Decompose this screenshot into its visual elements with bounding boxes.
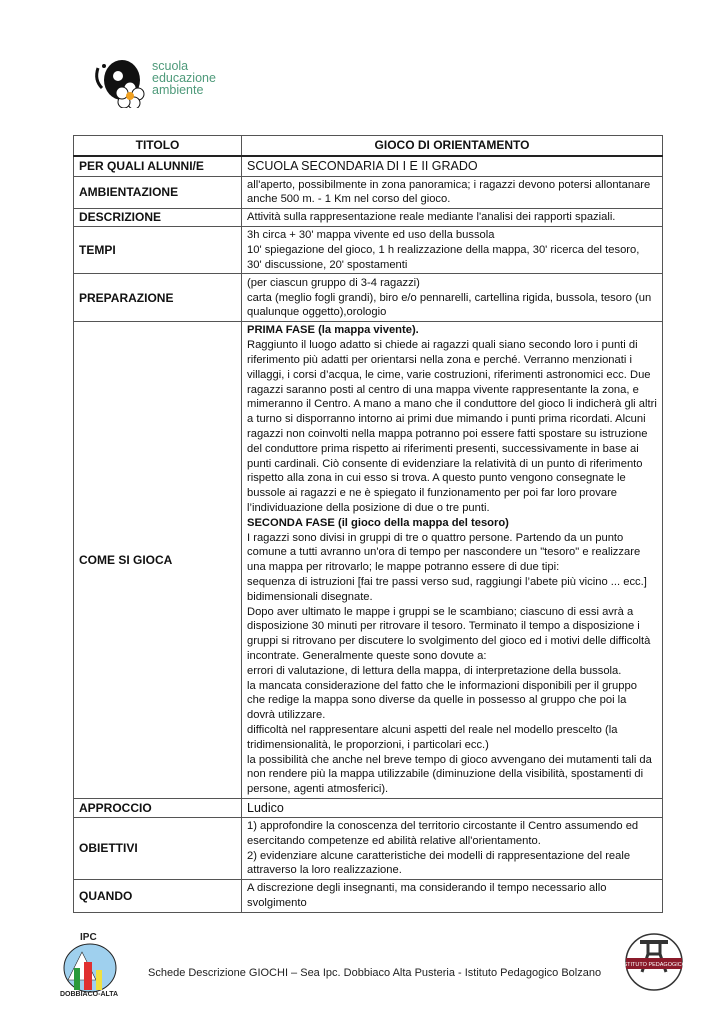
row-label: COME SI GIOCA	[74, 322, 242, 799]
text-line: difficoltà nel rappresentare alcuni aspetti del reale nel modello prescelto (la tridimensionalità, le proporzioni, i particolari ecc.)	[247, 724, 618, 751]
row-value	[242, 274, 663, 322]
row-label: PREPARAZIONE	[74, 274, 242, 322]
table-row	[74, 156, 663, 176]
row-value	[242, 817, 663, 879]
table-row	[74, 322, 663, 799]
text-line: 2) evidenziare alcune caratteristiche dei modelli di rappresentazione del reale attraverso la loro realizzazione.	[247, 849, 631, 877]
text-line: 1) approfondire la conoscenza del territorio circostante il Centro assumendo ed esercitando competenze ed abilità relative all'orientamento.	[247, 819, 639, 847]
text-line: (per ciascun gruppo di 3-4 ragazzi)	[247, 276, 420, 289]
text-line: 10' spiegazione del gioco, 1 h realizzazione della mappa, 30' ricerca del tesoro, 30' discussione, 20' spostamenti	[247, 243, 640, 271]
row-label: DESCRIZIONE	[74, 209, 242, 227]
text-line: errori di valutazione, di lettura della mappa, di interpretazione della bussola.	[247, 664, 622, 677]
text-line: 3h circa + 30' mappa vivente ed uso della bussola	[247, 229, 495, 242]
text-line: la mancata considerazione del fatto che le informazioni disponibili per il gruppo che redige la mappa sono diverse da quelle in possesso al gruppo che poi la dovrà utilizzare.	[247, 679, 637, 722]
table-row	[74, 817, 663, 879]
table-header	[74, 136, 663, 157]
text-line: sequenza di istruzioni [fai tre passi verso sud, raggiungi l’abete più vicino ... ecc.]	[247, 576, 647, 589]
row-value: all'aperto, possibilmente in zona panoramica; i ragazzi devono potersi allontanare anche 500 m. - 1 Km nel corso del gioco.	[242, 176, 663, 209]
row-value	[242, 227, 663, 274]
row-value: Attività sulla rappresentazione reale mediante l'analisi dei rapporti spaziali.	[242, 209, 663, 227]
row-value: A discrezione degli insegnanti, ma considerando il tempo necessario allo svolgimento	[242, 880, 663, 913]
row-label: QUANDO	[74, 880, 242, 913]
row-label: OBIETTIVI	[74, 817, 242, 879]
header-right: GIOCO DI ORIENTAMENTO	[242, 136, 663, 157]
table-row	[74, 176, 663, 209]
phase1-text: Raggiunto il luogo adatto si chiede ai ragazzi quali siano secondo loro i punti di riferimento più adatti per orientarsi nella zona e perché. Verranno menzionati i villaggi, i corsi d’acqua, le cime, varie costruzioni, riferimenti astronomici ecc. Due ragazzi saranno posti al centro di una mappa vivente rappresentante la zona, e mimeranno il Centro. A mano a mano che il conduttore del gioco li indicherà gli altri a turno si disporranno intorno ai primi due mimando i punti prima ricordati. Alcuni ragazzi non coinvolti nella mappa potranno poi essere fatti spostare su istruzione del conduttore prima rispetto ai riferimenti presenti, successivamente in base ai punti cardinali. Ciò consente di evidenziare la relatività di un punto di riferimento rispetto alla zona in cui esso si trova. A questo punto vengono consegnate le bussole ai ragazzi e ne è spiegato il funzionamento per poi far loro provare l’individuazione della posizione di due o tre punti.	[247, 339, 657, 515]
logo-line: educazione	[152, 71, 216, 85]
row-value	[242, 322, 663, 799]
row-label: APPROCCIO	[74, 798, 242, 817]
table-row	[74, 798, 663, 817]
header-left: TITOLO	[74, 136, 242, 157]
row-label: AMBIENTAZIONE	[74, 176, 242, 209]
row-value: SCUOLA SECONDARIA DI I E II GRADO	[242, 156, 663, 176]
flower-logo-icon	[92, 58, 148, 108]
logo-text	[152, 60, 216, 96]
footer-text: Schede Descrizione GIOCHI – Sea Ipc. Dobbiaco Alta Pusteria - Istituto Pedagogico Bolzano	[148, 967, 602, 979]
table-row	[74, 880, 663, 913]
text-line: bidimensionali disegnate.	[247, 590, 373, 603]
row-label: TEMPI	[74, 227, 242, 274]
text-line: Dopo aver ultimato le mappe i gruppi se le scambiano; ciascuno di essi avrà a disposizione 30 minuti per ritrovare il tesoro. Terminato il tempo a disposizione i gruppi si ritrovano per discutere lo svolgimento del gioco ed i motivi delle difficoltà incontrate. Generalmente queste sono dovute a:	[247, 605, 651, 663]
text-line: carta (meglio fogli grandi), biro e/o pennarelli, cartellina rigida, bussola, tesoro (un qualunque oggetto),orologio	[247, 291, 652, 319]
text-line: la possibilità che anche nel breve tempo di gioco avvengano dei mutamenti tali da non rendere più la mappa utilizzabile (diminuzione della visibilità, spostamenti di persone, agenti atmosferici).	[247, 753, 652, 796]
logo-line: scuola	[152, 59, 189, 73]
game-description-table	[73, 135, 663, 913]
scuola-educazione-ambiente-logo	[92, 58, 232, 108]
row-value: Ludico	[242, 798, 663, 817]
istituto-pedagogico-logo	[622, 932, 686, 992]
logo-line: ambiente	[152, 83, 204, 97]
svg-text:IPC: IPC	[80, 932, 97, 943]
table-row	[74, 227, 663, 274]
row-label: PER QUALI ALUNNI/E	[74, 156, 242, 176]
phase1-title: PRIMA FASE (la mappa vivente).	[247, 324, 419, 337]
text-line: I ragazzi sono divisi in gruppi di tre o quattro persone. Partendo da un punto comune a tutti avranno un'ora di tempo per nascondere un "tesoro" e realizzare una mappa per ritrovarlo; le mappe potranno essere di due tipi:	[247, 531, 641, 574]
table-row	[74, 209, 663, 227]
phase2-title: SECONDA FASE (il gioco della mappa del tesoro)	[247, 516, 509, 529]
table-row	[74, 274, 663, 322]
ipc-dobbiaco-logo	[52, 930, 130, 1000]
svg-text:DOBBIACO-ALTA: DOBBIACO-ALTA	[60, 991, 119, 998]
svg-text:ISTITUTO PEDAGOGICO: ISTITUTO PEDAGOGICO	[622, 962, 686, 968]
